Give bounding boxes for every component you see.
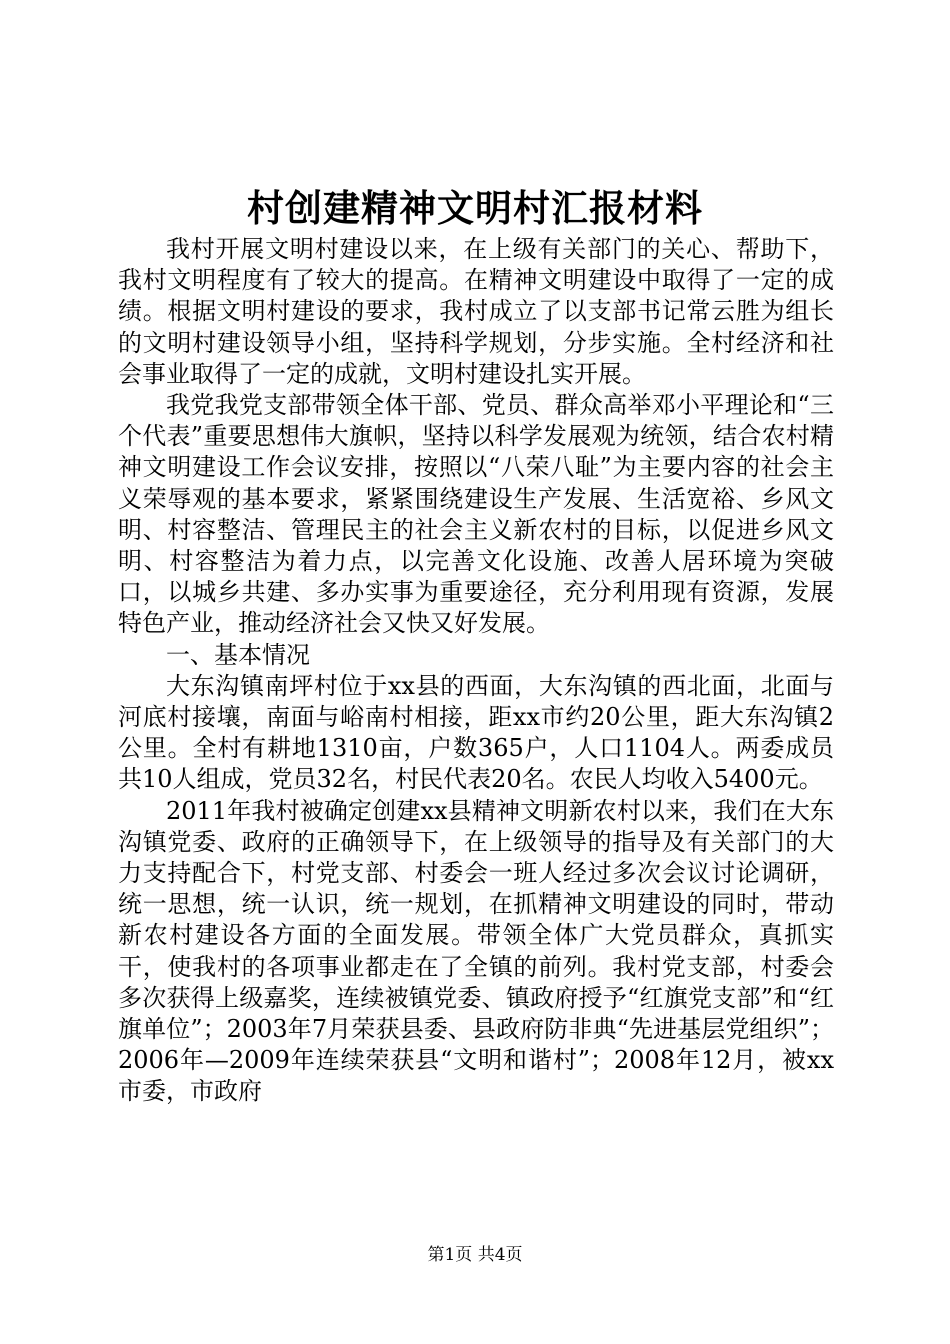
document-body xyxy=(118,234,834,1108)
document-title: 村创建精神文明村汇报材料 xyxy=(247,186,703,230)
paragraph-party-leadership: 我党我党支部带领全体干部、党员、群众高举邓小平理论和“三个代表”重要思想伟大旗帜，坚持以科学发展观为统领，结合农村精神文明建设工作会议安排，按照以“八荣八耻”为主要内容的社会主义荣辱观的基本要求，紧紧围绕建设生产发展、生活宽裕、乡风文明、村容整洁、管理民主的社会主义新农村的目标，以促进乡风文明、村容整洁为着力点，以完善文化设施、改善人居环境为突破口，以城乡共建、多办实事为重要途径，充分利用现有资源，发展特色产业，推动经济社会又快又好发展。 xyxy=(118,391,834,638)
paragraph-achievements: 2011年我村被确定创建xx县精神文明新农村以来，我们在大东沟镇党委、政府的正确领导下，在上级领导的指导及有关部门的大力支持配合下，村党支部、村委会一班人经过多次会议讨论调研，统一思想，统一认识，统一规划，在抓精神文明建设的同时，带动新农村建设各方面的全面发展。带领全体广大党员群众，真抓实干，使我村的各项事业都走在了全镇的前列。我村党支部，村委会多次获得上级嘉奖，连续被镇党委、镇政府授予“红旗党支部”和“红旗单位”；2003年7月荣获县委、县政府防非典“先进基层党组织”；2006年—2009年连续荣获县“文明和谐村”；2008年12月，被xx市委，市政府 xyxy=(118,796,834,1106)
paragraph-village-overview: 大东沟镇南坪村位于xx县的西面，大东沟镇的西北面，北面与河底村接壤，南面与峪南村相接，距xx市约20公里，距大东沟镇2公里。全村有耕地1310亩，户数365户，人口1104人。两委成员共10人组成，党员32名，村民代表20名。农民人均收入5400元。 xyxy=(118,671,834,794)
page-footer: 第1页 共4页 xyxy=(427,1245,523,1265)
section-heading-basic-situation: 一、基本情况 xyxy=(166,640,310,669)
paragraph-intro: 我村开展文明村建设以来，在上级有关部门的关心、帮助下，我村文明程度有了较大的提高。在精神文明建设中取得了一定的成绩。根据文明村建设的要求，我村成立了以支部书记常云胜为组长的文明村建设领导小组，坚持科学规划，分步实施。全村经济和社会事业取得了一定的成就，文明村建设扎实开展。 xyxy=(118,235,834,388)
